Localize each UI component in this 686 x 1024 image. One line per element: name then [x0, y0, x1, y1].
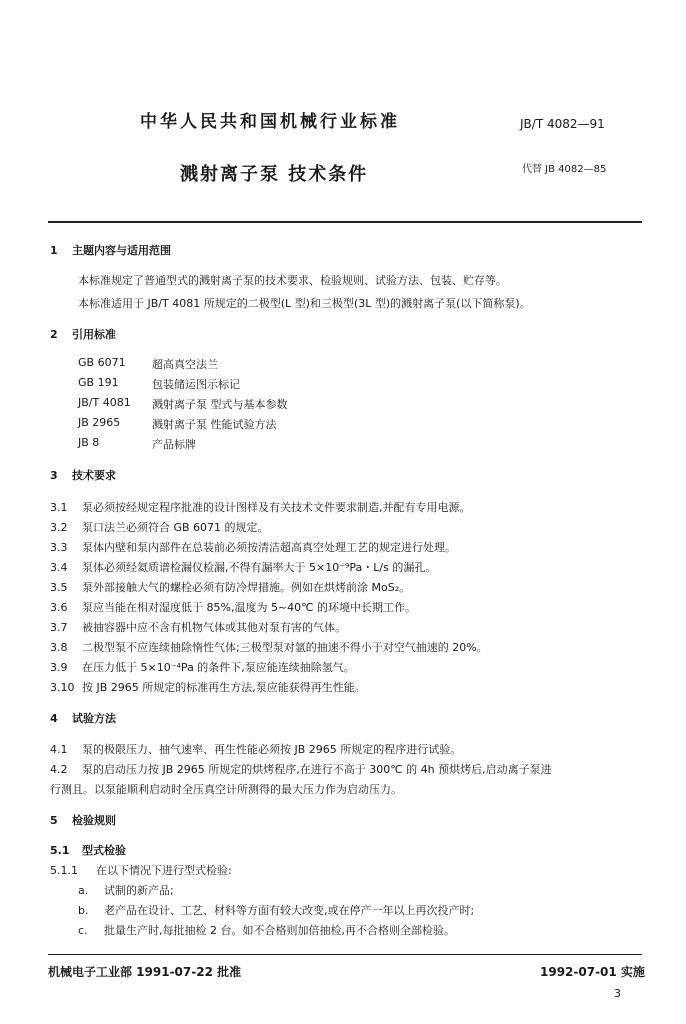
section-number: 1 — [50, 244, 58, 257]
list-item — [78, 922, 455, 938]
reference-name: 超高真空法兰 — [152, 358, 218, 371]
reference-code: JB/T 4081 — [78, 396, 131, 409]
list-item — [78, 902, 474, 918]
requirement-clause — [50, 639, 488, 655]
clause-number: 3.4 — [50, 561, 68, 574]
clause-number: 3.3 — [50, 541, 68, 554]
section-number: 2 — [50, 328, 58, 341]
requirement-clause — [50, 679, 366, 695]
requirement-clause — [50, 519, 269, 535]
list-text: 老产品在设计、工艺、材料等方面有较大改变,或在停产一年以上再次投产时; — [104, 904, 475, 917]
clause-number: 3.2 — [50, 521, 68, 534]
clause-number: 5.1.1 — [50, 864, 78, 877]
subsection-title: 型式检验 — [82, 844, 126, 857]
clause-number: 4.1 — [50, 743, 68, 756]
page-number: 3 — [614, 987, 621, 1000]
section-title: 试验方法 — [72, 712, 116, 725]
requirement-clause — [50, 599, 416, 615]
reference-code: JB 2965 — [78, 416, 121, 429]
clause-continuation: 行测且。以泵能顺利启动时全压真空计所测得的最大压力作为启动压力。 — [50, 783, 402, 796]
section-title: 主题内容与适用范围 — [72, 244, 171, 257]
clause-text: 泵体必须经氦质谱检漏仪检漏,不得有漏率大于 5×10⁻⁹Pa・L/s 的漏孔。 — [82, 561, 437, 574]
implementation-date: 1992-07-01 实施 — [540, 965, 645, 979]
reference-code: GB 6071 — [78, 356, 126, 369]
requirement-clause — [50, 559, 436, 575]
requirement-clause — [50, 539, 456, 555]
clause-text: 在压力低于 5×10⁻⁴Pa 的条件下,泵应能连续抽除氢气。 — [82, 661, 355, 674]
requirement-clause — [50, 579, 410, 595]
reference-code: JB 8 — [78, 436, 100, 449]
reference-name: 包装储运图示标记 — [152, 378, 240, 391]
clause-text: 泵的极限压力、抽气速率、再生性能必须按 JB 2965 所规定的程序进行试验。 — [82, 743, 462, 756]
list-marker: c. — [78, 924, 88, 937]
clause-text: 泵必须按经规定程序批准的设计图样及有关技术文件要求制造,并配有专用电源。 — [82, 501, 471, 514]
standard-code: JB/T 4082—91 — [520, 117, 605, 131]
clause-number: 3.1 — [50, 501, 68, 514]
section-number: 4 — [50, 712, 58, 725]
subsection-number: 5.1 — [50, 844, 70, 857]
section-heading-5 — [50, 812, 116, 828]
section-heading-4 — [50, 710, 116, 726]
clause-number: 3.10 — [50, 681, 75, 694]
test-method-clause — [50, 761, 552, 777]
section-heading-2 — [50, 326, 116, 342]
requirement-clause — [50, 659, 355, 675]
scope-paragraph: 本标准适用于 JB/T 4081 所规定的二极型(L 型)和三极型(3L 型)的溅射离子泵(以下简称泵)。 — [78, 297, 531, 310]
footer-divider — [48, 954, 642, 955]
requirement-clause — [50, 619, 346, 635]
clause-number: 3.8 — [50, 641, 68, 654]
reference-code: GB 191 — [78, 376, 119, 389]
clause-text: 泵的启动压力按 JB 2965 所规定的烘烤程序,在进行不高于 300℃ 的 4h 预烘烤后,启动离子泵进 — [82, 763, 552, 776]
section-title: 技术要求 — [72, 469, 116, 482]
clause-text: 泵应当能在相对湿度低于 85%,温度为 5~40℃ 的环境中长期工作。 — [82, 601, 416, 614]
test-method-clause — [50, 741, 461, 757]
list-text: 批量生产时,每批抽检 2 台。如不合格则加倍抽检,再不合格则全部检验。 — [104, 924, 455, 937]
replaces-note: 代替 JB 4082—85 — [522, 164, 607, 175]
inspection-clause — [50, 862, 232, 878]
issuing-organization: 中华人民共和国机械行业标准 — [140, 112, 400, 132]
approval-note: 机械电子工业部 1991-07-22 批准 — [48, 965, 242, 979]
section-title: 检验规则 — [72, 814, 116, 827]
section-title: 引用标准 — [72, 328, 116, 341]
section-heading-1 — [50, 242, 171, 258]
section-heading-3 — [50, 467, 116, 483]
reference-name: 产品标牌 — [152, 438, 196, 451]
clause-text: 在以下情况下进行型式检验: — [96, 864, 232, 877]
header-divider — [48, 221, 642, 223]
document-title: 溅射离子泵 技术条件 — [180, 164, 369, 185]
requirement-clause — [50, 499, 471, 515]
clause-text: 被抽容器中应不含有机物气体或其他对泵有害的气体。 — [82, 621, 346, 634]
clause-text: 按 JB 2965 所规定的标准再生方法,泵应能获得再生性能。 — [82, 681, 366, 694]
scope-paragraph: 本标准规定了普通型式的溅射离子泵的技术要求、检验规则、试验方法、包装、贮存等。 — [78, 274, 507, 287]
clause-text: 二极型泵不应连续抽除惰性气体;三极型泵对氩的抽速不得小于对空气抽速的 20%。 — [82, 641, 488, 654]
clause-text: 泵口法兰必须符合 GB 6071 的规定。 — [82, 521, 269, 534]
list-marker: b. — [78, 904, 89, 917]
clause-number: 3.6 — [50, 601, 68, 614]
list-text: 试制的新产品; — [104, 884, 174, 897]
clause-text: 泵外部接触大气的螺栓必须有防冷焊措施。例如在烘烤前涂 MoS₂。 — [82, 581, 411, 594]
section-number: 3 — [50, 469, 58, 482]
reference-name: 溅射离子泵 性能试验方法 — [152, 418, 277, 431]
clause-number: 4.2 — [50, 763, 68, 776]
list-item — [78, 882, 174, 898]
clause-number: 3.5 — [50, 581, 68, 594]
clause-number: 3.7 — [50, 621, 68, 634]
list-marker: a. — [78, 884, 89, 897]
subsection-heading — [50, 842, 126, 858]
clause-number: 3.9 — [50, 661, 68, 674]
reference-name: 溅射离子泵 型式与基本参数 — [152, 398, 288, 411]
section-number: 5 — [50, 814, 58, 827]
clause-text: 泵体内壁和泵内部件在总装前必须按清洁超高真空处理工艺的规定进行处理。 — [82, 541, 456, 554]
